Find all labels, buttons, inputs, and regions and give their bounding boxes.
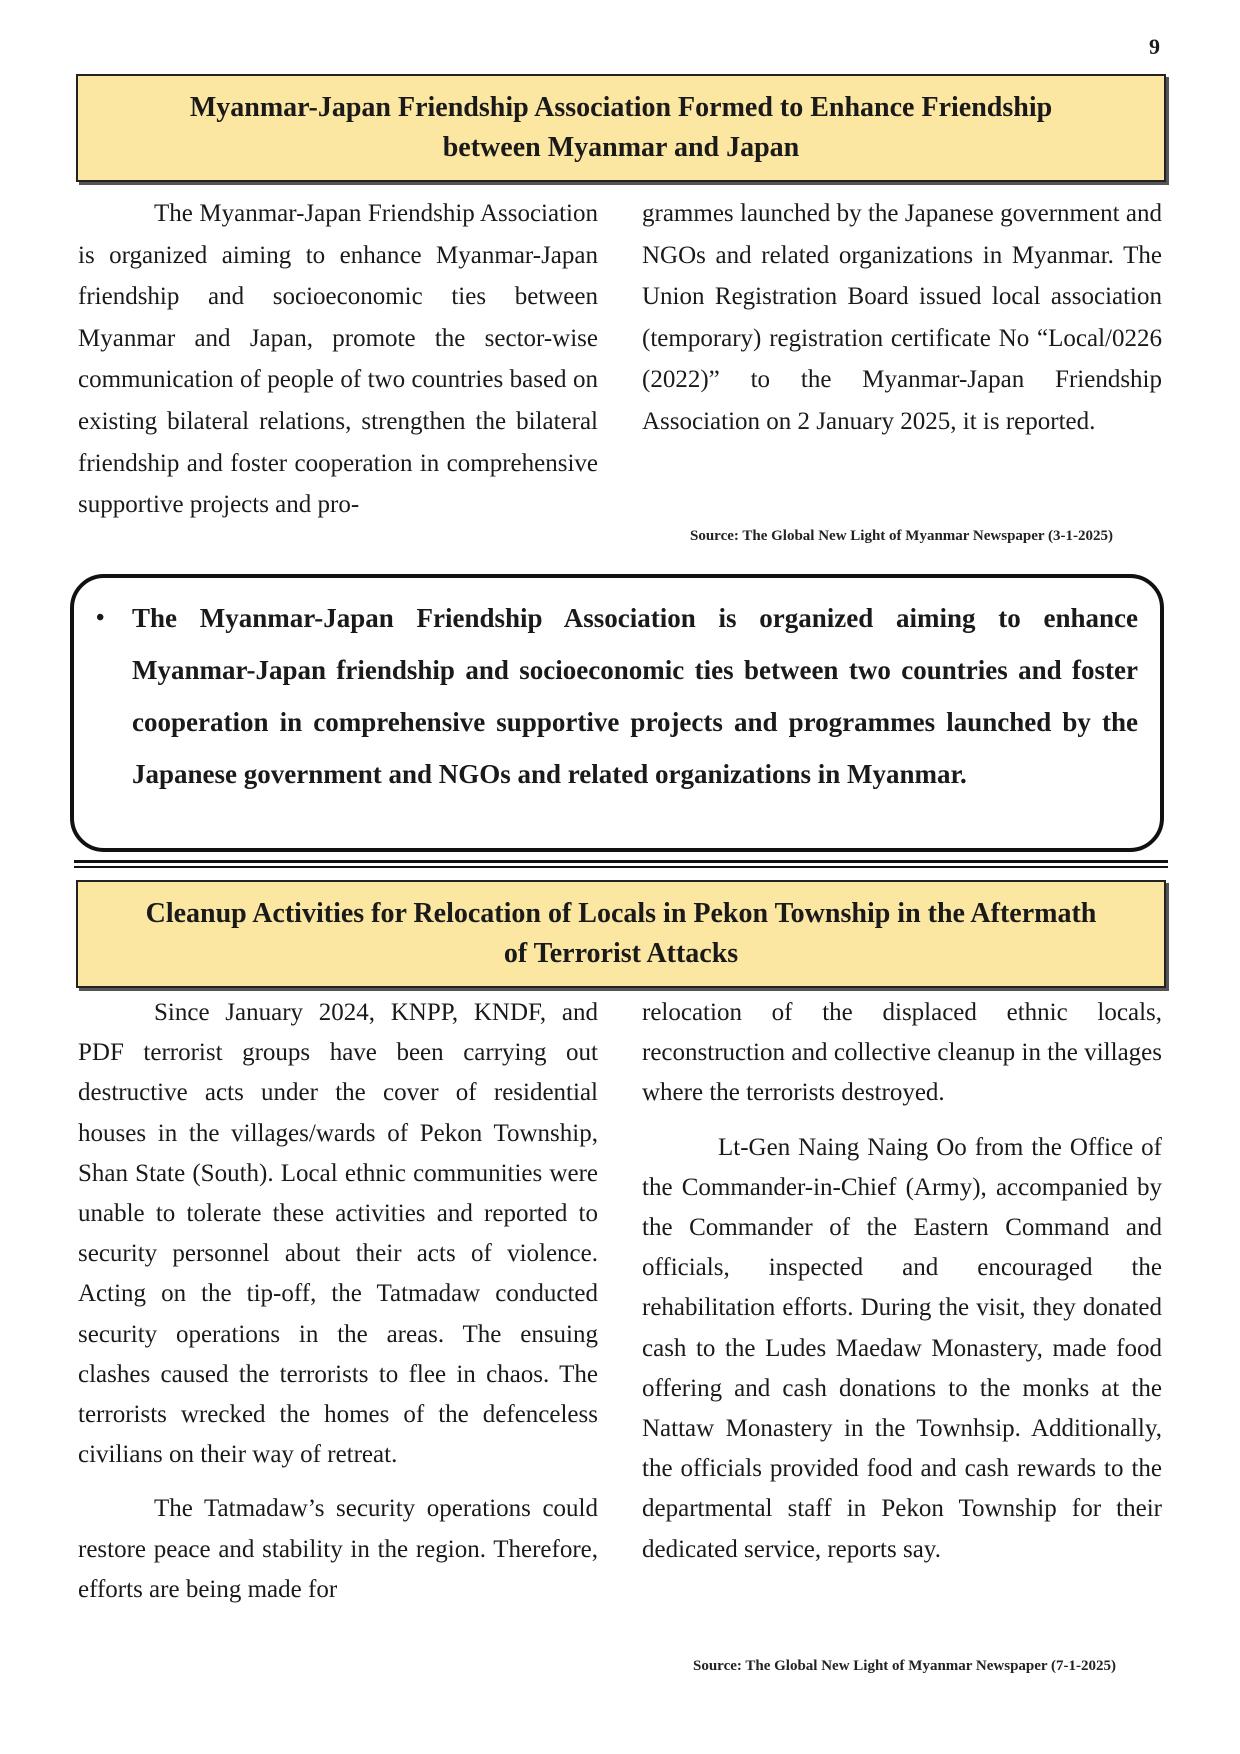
article1-right-paragraph: grammes launched by the Japanese government and NGOs and related organizations in Myanmar. The Union Registration Board issued local association (temporary) registration certificate No “Local/0226 (2022)” to the Myanmar-Japan Friendship Association on 2 January 2025, it is reported. [642, 200, 1162, 435]
article1-left-column [78, 193, 598, 526]
article2-title-line-1: Cleanup Activities for Relocation of Locals in Pekon Township in the Aftermath [145, 898, 1097, 929]
bullet-icon: • [96, 605, 105, 631]
article2-right-paragraph-2: Lt-Gen Naing Naing Oo from the Office of the Commander-in-Chief (Army), accompanied by the Commander of the Eastern Command and officials, inspected and encouraged the rehabilitation efforts. During the visit, they donated cash to the Ludes Maedaw Monastery, made food offering and cash donations to the monks at the Nattaw Monastery in the Townhsip. Additionally, the officials provided food and cash rewards to the departmental staff in Pekon Township for their dedicated service, reports say. [642, 1133, 1162, 1563]
article2-left-paragraph-1: Since January 2024, KNPP, KNDF, and PDF terrorist groups have been carrying out destructive acts under the cover of residential houses in the villages/wards of Pekon Township, Shan State (South). Local ethnic communities were unable to tolerate these activities and reported to security personnel about their acts of violence. Acting on the tip-off, the Tatmadaw conducted security operations in the areas. The ensuing clashes caused the terrorists to flee in chaos. The terrorists wrecked the homes of the defenceless civilians on their way of retreat. [78, 999, 598, 1469]
article1-title-line-2: between Myanmar and Japan [442, 132, 800, 163]
article1-right-column [642, 193, 1162, 443]
article2-left-paragraph-2: The Tatmadaw’s security operations could restore peace and stability in the region. Therefore, efforts are being made for [78, 1495, 598, 1603]
article2-left-column [78, 993, 598, 1610]
highlight-box [70, 574, 1164, 852]
article2-right-column [642, 993, 1162, 1570]
article1-title [76, 74, 1166, 182]
article2-title-line-2: of Terrorist Attacks [503, 938, 739, 969]
article2-right-paragraph-1: relocation of the displaced ethnic locals, reconstruction and collective cleanup in the villages where the terrorists destroyed. [642, 999, 1162, 1107]
article1-title-line-1: Myanmar-Japan Friendship Association Formed to Enhance Friendship [189, 92, 1053, 123]
article1-left-paragraph: The Myanmar-Japan Friendship Association is organized aiming to enhance Myanmar-Japan friendship and socioeconomic ties between Myanmar and Japan, promote the sector-wise communication of people of two countries based on existing bilateral relations, strengthen the bilateral friendship and foster cooperation in comprehensive supportive projects and pro- [78, 200, 598, 519]
page-number: 9 [1149, 34, 1160, 59]
article1-source: Source: The Global New Light of Myanmar Newspaper (3-1-2025) [690, 528, 1114, 544]
article2-source: Source: The Global New Light of Myanmar Newspaper (7-1-2025) [693, 1658, 1117, 1674]
highlight-text: The Myanmar-Japan Friendship Association is organized aiming to enhance Myanmar-Japan friendship and socioeconomic ties between two countries and foster cooperation in comprehensive supportive projects and programmes launched by the Japanese government and NGOs and related organizations in Myanmar. [132, 603, 1138, 789]
article2-title [76, 880, 1166, 988]
section-divider [74, 860, 1168, 868]
